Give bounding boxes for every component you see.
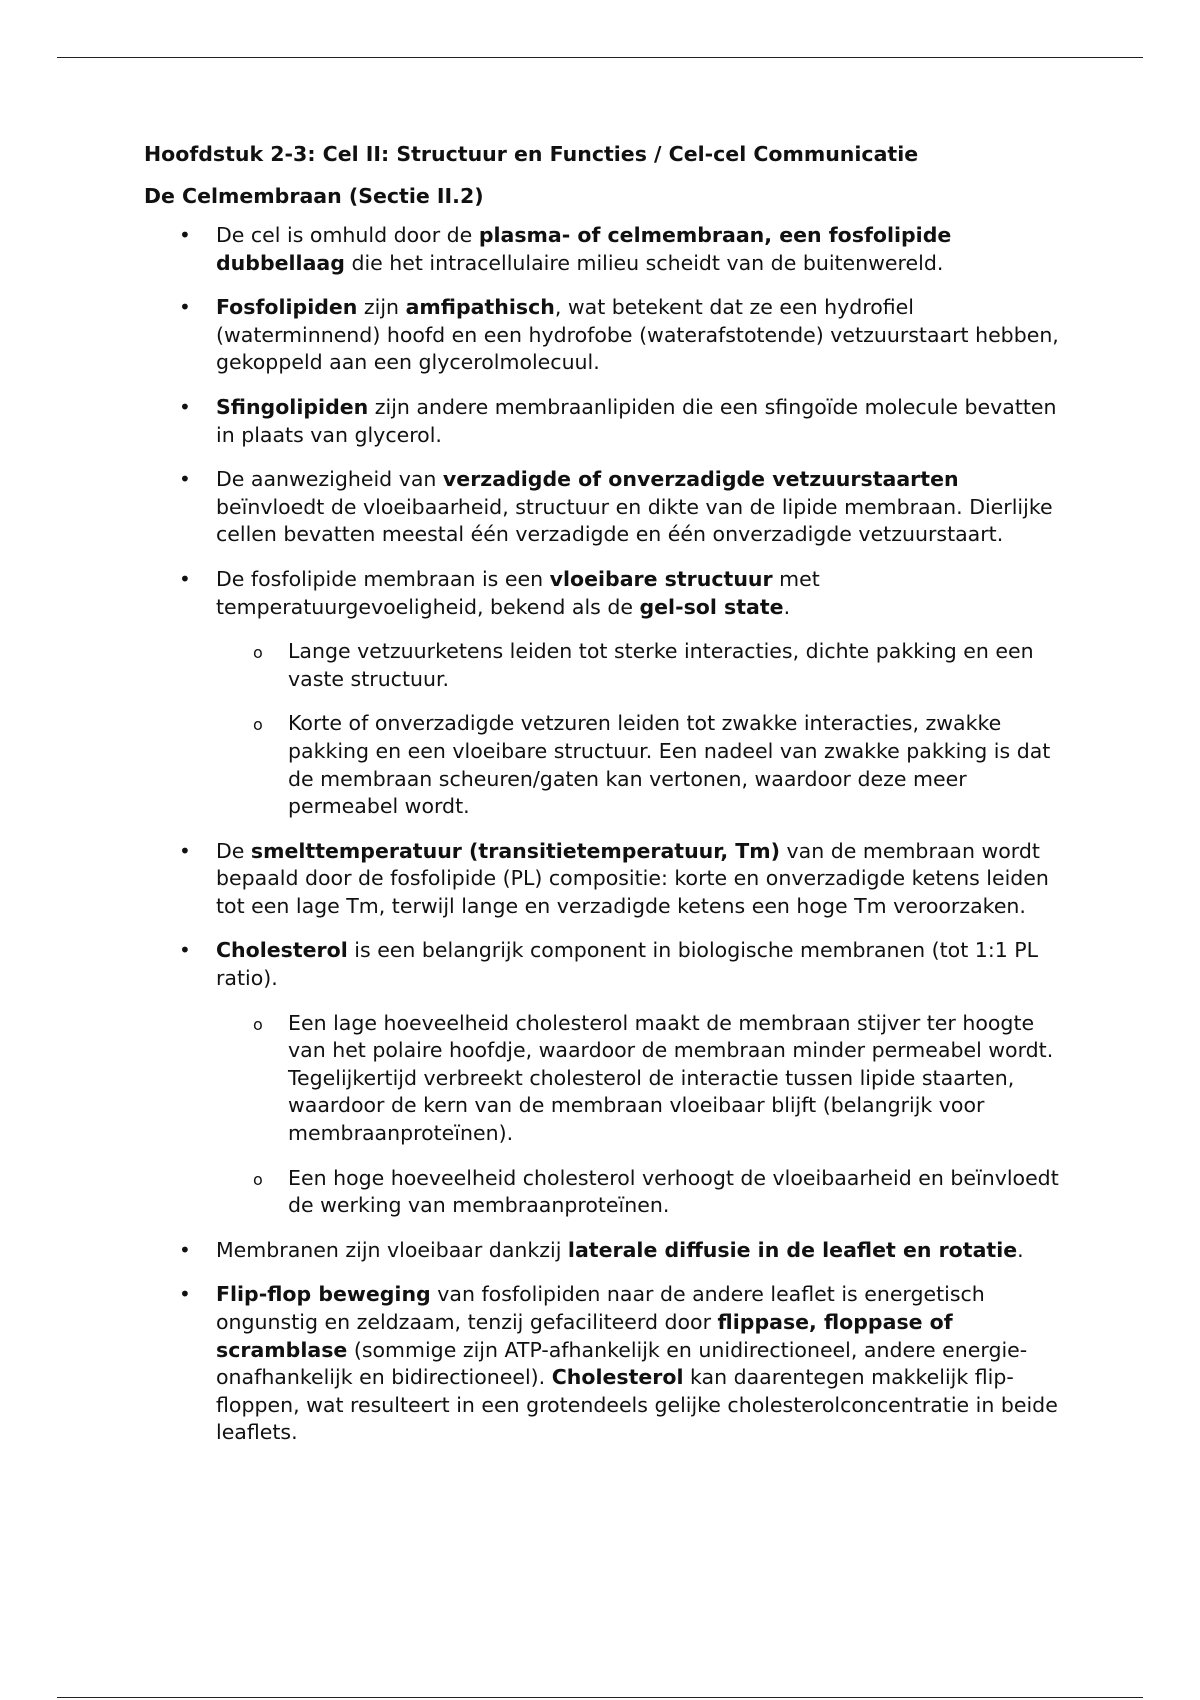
bullet-icon: • [179, 938, 191, 963]
item-text: De fosfolipide membraan is een [216, 566, 550, 591]
item-text: De aanwezigheid van [216, 467, 443, 492]
item-bold: gel-sol state [639, 594, 784, 619]
sub-item-text: Lange vetzuurketens leiden tot sterke interacties, dichte pakking en een vaste structuur. [288, 639, 1034, 691]
item-bold: vloeibare structuur [549, 566, 773, 591]
item-bold: laterale diffusie in de leaflet en rotatie [567, 1237, 1018, 1262]
list-item [144, 394, 1064, 449]
chapter-heading: Hoofdstuk 2-3: Cel II: Structuur en Functies / Cel-cel Communicatie [144, 142, 919, 166]
item-text: zijn [357, 295, 406, 320]
item-text: van de membraan wordt bepaald door de fosfolipide (PL) compositie: korte en onverzadigde ketens leiden tot een lage Tm, terwijl lange en verzadigde ketens een hoge Tm veroorzaken. [216, 838, 1049, 918]
list-item [144, 1237, 1064, 1265]
item-bold: verzadigde of onverzadigde vetzuurstaarten [442, 467, 959, 492]
circle-bullet-icon: o [253, 643, 263, 663]
item-text: De [216, 838, 251, 863]
bullet-list [144, 222, 1064, 1447]
item-bold: Sfingolipiden [216, 394, 369, 419]
item-bold: Cholesterol [551, 1365, 684, 1390]
item-text: met temperatuurgevoeligheid, bekend als de [216, 566, 820, 619]
section-heading: De Celmembraan (Sectie II.2) [144, 184, 484, 208]
item-text: kan daarentegen makkelijk flip-floppen, wat resulteert in een grotendeels gelijke cholesterolconcentratie in beide leaflets. [216, 1365, 1058, 1445]
list-item [144, 1281, 1064, 1447]
bullet-icon: • [179, 394, 191, 419]
bullet-icon: • [179, 223, 191, 247]
item-text: De cel is omhuld door de [216, 223, 479, 247]
list-item [144, 294, 1064, 377]
sub-list-item [216, 710, 1064, 820]
circle-bullet-icon: o [253, 1014, 263, 1034]
item-text: is een belangrijk component in biologische membranen (tot 1:1 PL ratio). [216, 938, 1039, 991]
circle-bullet-icon: o [253, 715, 263, 735]
item-bold: Fosfolipiden [216, 295, 358, 320]
document-body [144, 140, 1064, 1464]
list-item [144, 466, 1064, 549]
item-bold: smelttemperatuur (transitietemperatuur, Tm) [250, 838, 781, 863]
list-item [144, 566, 1064, 821]
sub-list [216, 638, 1064, 821]
item-text: , wat betekent dat ze een hydrofiel (waterminnend) hoofd en een hydrofobe (waterafstotende) vetzuurstaart hebben, gekoppeld aan een glycerolmolecuul. [216, 295, 1059, 375]
bullet-icon: • [179, 295, 191, 320]
item-bold: plasma- of celmembraan, een fosfolipide dubbellaag [216, 223, 952, 275]
bullet-icon: • [179, 467, 191, 492]
item-bold: amfipathisch [405, 295, 555, 320]
sub-item-text: Een hoge hoeveelheid cholesterol verhoogt de vloeibaarheid en beïnvloedt de werking van membraanproteïnen. [288, 1165, 1059, 1218]
sub-item-text: Een lage hoeveelheid cholesterol maakt de membraan stijver ter hoogte van het polaire hoofdje, waardoor de membraan minder permeabel wordt. Tegelijkertijd verbreekt cholesterol de interactie tussen lipide staarten, waardoor de kern van de membraan vloeibaar blijft (belangrijk voor membraanproteïnen). [288, 1010, 1054, 1146]
sub-list-item [216, 1165, 1064, 1220]
item-text: (sommige zijn ATP-afhankelijk en unidirectioneel, andere energie-onafhankelijk en bidirectioneel). [216, 1337, 1028, 1390]
item-bold: flippase, floppase of scramblase [216, 1310, 953, 1362]
sub-item-text: Korte of onverzadigde vetzuren leiden tot zwakke interacties, zwakke pakking en een vloeibare structuur. Een nadeel van zwakke pakking is dat de membraan scheuren/gaten kan vertonen, waardoor deze meer permeabel wordt. [288, 711, 1051, 819]
circle-bullet-icon: o [253, 1169, 263, 1189]
bullet-icon: • [179, 838, 191, 863]
item-text: . [1017, 1237, 1024, 1262]
item-bold: Flip-flop beweging [216, 1282, 431, 1307]
bullet-icon: • [179, 566, 191, 591]
list-item [144, 937, 1064, 1219]
item-text: zijn andere membraanlipiden die een sfingoïde molecule bevatten in plaats van glycerol. [216, 394, 1057, 447]
header-rule [57, 57, 1143, 58]
item-bold: Cholesterol [216, 938, 348, 963]
item-text: beïnvloedt de vloeibaarheid, structuur en dikte van de lipide membraan. Dierlijke cellen bevatten meestal één verzadigde en één onverzadigde vetzuurstaart. [216, 494, 1053, 547]
item-text: Membranen zijn vloeibaar dankzij [216, 1237, 568, 1262]
sub-list [216, 1010, 1064, 1220]
item-text: die het intracellulaire milieu scheidt van de buitenwereld. [344, 250, 944, 275]
item-text: . [783, 594, 791, 619]
bullet-icon: • [179, 1237, 191, 1262]
item-text: van fosfolipiden naar de andere leaflet is energetisch ongunstig en zeldzaam, tenzij gefaciliteerd door [216, 1282, 985, 1334]
list-item [144, 838, 1064, 921]
sub-list-item [216, 1010, 1064, 1148]
list-item [144, 222, 1064, 277]
bullet-icon: • [179, 1282, 191, 1307]
sub-list-item [216, 638, 1064, 693]
footer-rule [57, 1697, 1143, 1698]
